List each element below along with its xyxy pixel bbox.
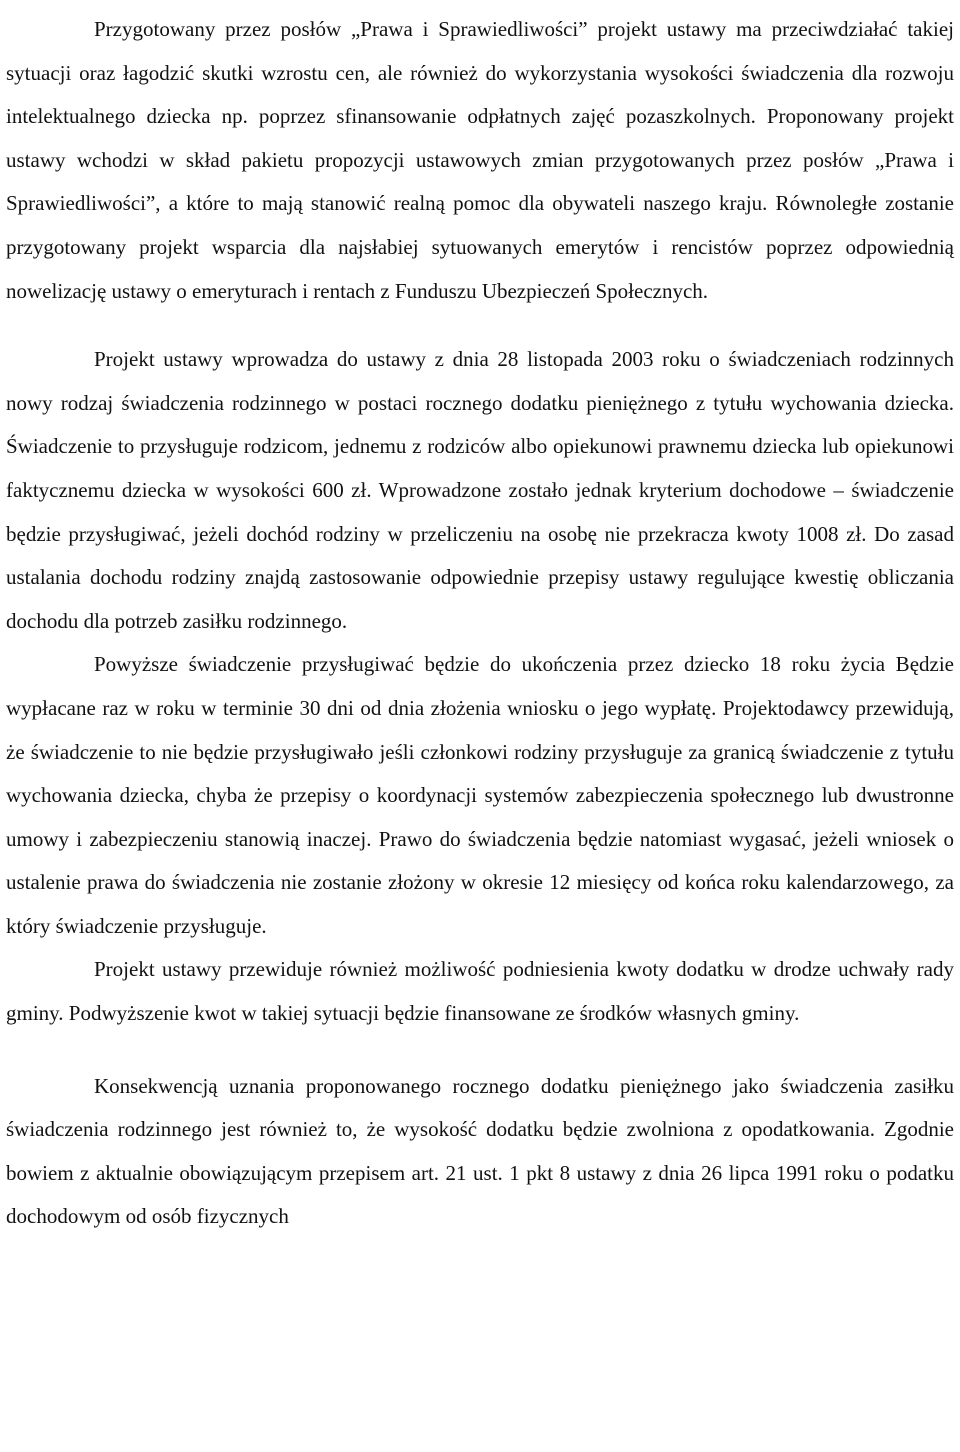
paragraph-municipal-increase: Projekt ustawy przewiduje również możliwość podniesienia kwoty dodatku w drodze uchwały rady gminy. Podwyższenie kwot w takiej sytuacji będzie finansowane ze środków własnych gminy. [6,957,954,1026]
paragraph-benefit-description: Projekt ustawy wprowadza do ustawy z dnia 28 listopada 2003 roku o świadczeniach rodzinnych nowy rodzaj świadczenia rodzinnego w postaci rocznego dodatku pieniężnego z tytułu wychowania dziecka. Świadczenie to przysługuje rodzicom, jednemu z rodziców albo opiekunowi prawnemu dziecka lub opiekunowi faktycznemu dziecka w wysokości 600 zł. Wprowadzone zostało jednak kryterium dochodowe – świadczenie będzie przysługiwać, jeżeli dochód rodziny w przeliczeniu na osobę nie przekracza kwoty 1008 zł. Do zasad ustalania dochodu rodziny znajdą zastosowanie odpowiednie przepisy ustawy regulujące kwestię obliczania dochodu dla potrzeb zasiłku rodzinnego. [6,347,954,633]
document-body [6,8,954,1239]
paragraph-intro: Przygotowany przez posłów „Prawa i Sprawiedliwości” projekt ustawy ma przeciwdziałać takiej sytuacji oraz łagodzić skutki wzrostu cen, ale również do wykorzystania wysokości świadczenia dla rozwoju intelektualnego dziecka np. poprzez sfinansowanie odpłatnych zajęć pozaszkolnych. Proponowany projekt ustawy wchodzi w skład pakietu propozycji ustawowych zmian przygotowanych przez posłów „Prawa i Sprawiedliwości”, a które to mają stanowić realną pomoc dla obywateli naszego kraju. Równoległe zostanie przygotowany projekt wsparcia dla najsłabiej sytuowanych emerytów i rencistów poprzez odpowiednią nowelizację ustawy o emeryturach i rentach z Funduszu Ubezpieczeń Społecznych. [6,17,954,303]
paragraph-entitlement-period: Powyższe świadczenie przysługiwać będzie do ukończenia przez dziecko 18 roku życia Będzie wypłacane raz w roku w terminie 30 dni od dnia złożenia wniosku o jego wypłatę. Projektodawcy przewidują, że świadczenie to nie będzie przysługiwało jeśli członkowi rodziny przysługuje za granicą świadczenie z tytułu wychowania dziecka, chyba że przepisy o koordynacji systemów zabezpieczenia społecznego lub dwustronne umowy i zabezpieczeniu stanowią inaczej. Prawo do świadczenia będzie natomiast wygasać, jeżeli wniosek o ustalenie prawa do świadczenia nie zostanie złożony w okresie 12 miesięcy od końca roku kalendarzowego, za który świadczenie przysługuje. [6,652,954,938]
paragraph-tax-exemption: Konsekwencją uznania proponowanego rocznego dodatku pieniężnego jako świadczenia zasiłku świadczenia rodzinnego jest również to, że wysokość dodatku będzie zwolniona z opodatkowania. Zgodnie bowiem z aktualnie obowiązującym przepisem art. 21 ust. 1 pkt 8 ustawy z dnia 26 lipca 1991 roku o podatku dochodowym od osób fizycznych [6,1073,954,1229]
